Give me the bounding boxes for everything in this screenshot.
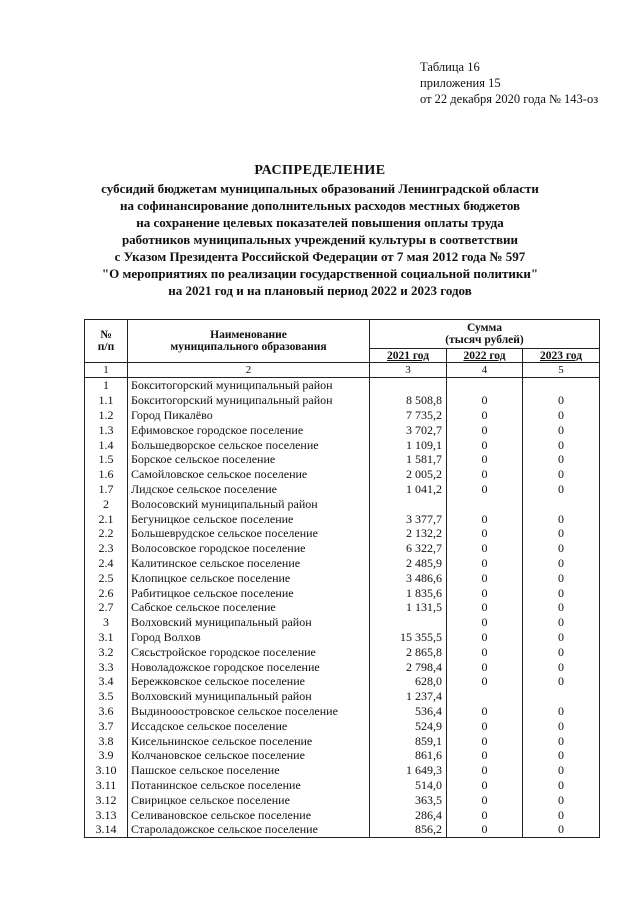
amount-2023 <box>523 378 600 393</box>
row-number: 2.4 <box>85 556 128 571</box>
municipality-name: Клопицкое сельское поселение <box>128 570 370 585</box>
row-number: 3.9 <box>85 748 128 763</box>
amount-2021: 363,5 <box>370 792 447 807</box>
row-number: 1.7 <box>85 482 128 497</box>
amount-2021: 6 322,7 <box>370 541 447 556</box>
municipality-name: Волосовский муниципальный район <box>128 496 370 511</box>
row-number: 3.8 <box>85 733 128 748</box>
amount-2021: 2 485,9 <box>370 556 447 571</box>
amount-2022: 0 <box>447 408 523 423</box>
amount-2021: 7 735,2 <box>370 408 447 423</box>
row-number: 2.6 <box>85 585 128 600</box>
row-number: 2.2 <box>85 526 128 541</box>
row-number: 3.3 <box>85 659 128 674</box>
row-number: 2.5 <box>85 570 128 585</box>
table-row <box>85 807 600 822</box>
table-row <box>85 378 600 393</box>
title-line: работников муниципальных учреждений культуры в соответствии <box>121 232 519 247</box>
amount-2023: 0 <box>523 437 600 452</box>
amount-2023: 0 <box>523 556 600 571</box>
municipality-name: Волховский муниципальный район <box>128 689 370 704</box>
table-row <box>85 585 600 600</box>
title-heading: РАСПРЕДЕЛЕНИЕ <box>254 163 386 178</box>
row-number: 3.1 <box>85 630 128 645</box>
table-row <box>85 659 600 674</box>
row-number: 1.4 <box>85 437 128 452</box>
amount-2021 <box>370 378 447 393</box>
amount-2023: 0 <box>523 422 600 437</box>
amount-2022: 0 <box>447 778 523 793</box>
row-number: 3.12 <box>85 792 128 807</box>
title-line: на 2021 год и на плановый период 2022 и 2023 годов <box>168 283 472 298</box>
table-row <box>85 615 600 630</box>
title-line: на сохранение целевых показателей повышения оплаты труда <box>136 215 504 230</box>
table-row <box>85 496 600 511</box>
table-reference-header <box>420 59 598 107</box>
municipality-name: Рабитицкое сельское поселение <box>128 585 370 600</box>
amount-2021 <box>370 496 447 511</box>
amount-2021: 8 508,8 <box>370 393 447 408</box>
municipality-name: Бокситогорский муниципальный район <box>128 378 370 393</box>
amount-2022: 0 <box>447 615 523 630</box>
amount-2021: 536,4 <box>370 704 447 719</box>
title-subtitle <box>0 180 640 299</box>
amount-2022: 0 <box>447 452 523 467</box>
amount-2023: 0 <box>523 674 600 689</box>
table-row <box>85 748 600 763</box>
table-row <box>85 704 600 719</box>
amount-2021: 2 798,4 <box>370 659 447 674</box>
amount-2022: 0 <box>447 792 523 807</box>
amount-2023: 0 <box>523 526 600 541</box>
table-row <box>85 718 600 733</box>
table-row <box>85 511 600 526</box>
amount-2023: 0 <box>523 452 600 467</box>
municipality-name: Лидское сельское поселение <box>128 482 370 497</box>
amount-2022: 0 <box>447 556 523 571</box>
municipality-name: Ефимовское городское поселение <box>128 422 370 437</box>
table-row <box>85 482 600 497</box>
amount-2022: 0 <box>447 763 523 778</box>
column-header-2021: 2021 год <box>370 349 447 363</box>
amount-2021: 2 005,2 <box>370 467 447 482</box>
table-row <box>85 689 600 704</box>
amount-2023: 0 <box>523 733 600 748</box>
table-row <box>85 452 600 467</box>
amount-2022: 0 <box>447 748 523 763</box>
municipality-name: Большеврудское сельское поселение <box>128 526 370 541</box>
amount-2021: 1 237,4 <box>370 689 447 704</box>
row-number: 3.4 <box>85 674 128 689</box>
table-row <box>85 437 600 452</box>
row-number: 3.13 <box>85 807 128 822</box>
table-row <box>85 792 600 807</box>
row-number: 1.3 <box>85 422 128 437</box>
title-line: на софинансирование дополнительных расходов местных бюджетов <box>119 198 521 213</box>
amount-2021: 286,4 <box>370 807 447 822</box>
amount-2023: 0 <box>523 615 600 630</box>
municipality-name: Волосовское городское поселение <box>128 541 370 556</box>
amount-2022: 0 <box>447 644 523 659</box>
amount-2023: 0 <box>523 718 600 733</box>
amount-2022: 0 <box>447 733 523 748</box>
amount-2022: 0 <box>447 674 523 689</box>
municipality-name: Новоладожское городское поселение <box>128 659 370 674</box>
amount-2022 <box>447 378 523 393</box>
municipality-name: Потанинское сельское поселение <box>128 778 370 793</box>
municipality-name: Бережковское сельское поселение <box>128 674 370 689</box>
municipality-name: Кисельнинское сельское поселение <box>128 733 370 748</box>
amount-2023: 0 <box>523 704 600 719</box>
row-number: 1.2 <box>85 408 128 423</box>
amount-2021: 15 355,5 <box>370 630 447 645</box>
title-line: субсидий бюджетам муниципальных образований Ленинградской области <box>101 181 539 196</box>
column-header-2023: 2023 год <box>523 349 600 363</box>
municipality-name: Староладожское сельское поселение <box>128 822 370 837</box>
index-cell: 5 <box>523 363 600 378</box>
amount-2023: 0 <box>523 659 600 674</box>
municipality-name: Сясьстройское городское поселение <box>128 644 370 659</box>
amount-2021: 3 486,6 <box>370 570 447 585</box>
amount-2023: 0 <box>523 644 600 659</box>
amount-2021: 856,2 <box>370 822 447 837</box>
table-row <box>85 763 600 778</box>
amount-2023: 0 <box>523 585 600 600</box>
table-row <box>85 822 600 837</box>
row-number: 2.3 <box>85 541 128 556</box>
index-cell: 1 <box>85 363 128 378</box>
amount-2021: 3 702,7 <box>370 422 447 437</box>
municipality-name: Самойловское сельское поселение <box>128 467 370 482</box>
row-number: 1.6 <box>85 467 128 482</box>
row-number: 1.1 <box>85 393 128 408</box>
amount-2021: 1 109,1 <box>370 437 447 452</box>
table-row <box>85 674 600 689</box>
amount-2022: 0 <box>447 630 523 645</box>
amount-2022: 0 <box>447 570 523 585</box>
amount-2022: 0 <box>447 422 523 437</box>
amount-2021: 1 131,5 <box>370 600 447 615</box>
amount-2023: 0 <box>523 763 600 778</box>
row-number: 3.11 <box>85 778 128 793</box>
municipality-name: Выдинооостровское сельское поселение <box>128 704 370 719</box>
amount-2023: 0 <box>523 541 600 556</box>
amount-2023: 0 <box>523 570 600 585</box>
municipality-name: Большедворское сельское поселение <box>128 437 370 452</box>
amount-2022: 0 <box>447 541 523 556</box>
amount-2023: 0 <box>523 778 600 793</box>
amount-2023 <box>523 689 600 704</box>
row-number: 3.10 <box>85 763 128 778</box>
table-number: Таблица 16 <box>420 60 480 74</box>
amount-2021: 514,0 <box>370 778 447 793</box>
amount-2021: 1 649,3 <box>370 763 447 778</box>
amount-2021: 628,0 <box>370 674 447 689</box>
municipality-name: Бокситогорский муниципальный район <box>128 393 370 408</box>
table-row <box>85 393 600 408</box>
amount-2023: 0 <box>523 467 600 482</box>
municipality-name: Калитинское сельское поселение <box>128 556 370 571</box>
column-header-name: Наименование муниципального образования <box>128 320 370 363</box>
amount-2022: 0 <box>447 467 523 482</box>
table-row <box>85 570 600 585</box>
table-row <box>85 422 600 437</box>
row-number: 3.5 <box>85 689 128 704</box>
amount-2022: 0 <box>447 659 523 674</box>
row-number: 3.14 <box>85 822 128 837</box>
table-row <box>85 467 600 482</box>
table-row <box>85 408 600 423</box>
amount-2023: 0 <box>523 600 600 615</box>
table-row <box>85 541 600 556</box>
municipality-name: Борское сельское поселение <box>128 452 370 467</box>
municipality-name: Колчановское сельское поселение <box>128 748 370 763</box>
row-number: 2.7 <box>85 600 128 615</box>
amount-2021: 2 132,2 <box>370 526 447 541</box>
table-row <box>85 630 600 645</box>
amount-2021: 2 865,8 <box>370 644 447 659</box>
row-number: 3.2 <box>85 644 128 659</box>
amount-2023 <box>523 496 600 511</box>
row-number: 2.1 <box>85 511 128 526</box>
amount-2022: 0 <box>447 511 523 526</box>
amount-2021: 1 835,6 <box>370 585 447 600</box>
amount-2022: 0 <box>447 807 523 822</box>
amount-2022: 0 <box>447 704 523 719</box>
amount-2021: 524,9 <box>370 718 447 733</box>
amount-2023: 0 <box>523 630 600 645</box>
row-number: 1 <box>85 378 128 393</box>
amount-2022: 0 <box>447 718 523 733</box>
amount-2021: 3 377,7 <box>370 511 447 526</box>
amount-2022 <box>447 496 523 511</box>
title-line: с Указом Президента Российской Федерации от 7 мая 2012 года № 597 <box>114 249 526 264</box>
amount-2023: 0 <box>523 792 600 807</box>
distribution-table <box>84 319 600 838</box>
amount-2022: 0 <box>447 482 523 497</box>
municipality-name: Пашское сельское поселение <box>128 763 370 778</box>
row-number: 3.7 <box>85 718 128 733</box>
law-date: от 22 декабря 2020 года № 143-оз <box>420 92 599 106</box>
amount-2023: 0 <box>523 408 600 423</box>
amount-2023: 0 <box>523 807 600 822</box>
amount-2022: 0 <box>447 600 523 615</box>
amount-2023: 0 <box>523 822 600 837</box>
municipality-name: Город Волхов <box>128 630 370 645</box>
column-index-row <box>85 363 600 378</box>
municipality-name: Свирицкое сельское поселение <box>128 792 370 807</box>
municipality-name: Селивановское сельское поселение <box>128 807 370 822</box>
municipality-name: Волховский муниципальный район <box>128 615 370 630</box>
title-line: "О мероприятиях по реализации государственной социальной политики" <box>101 266 539 281</box>
column-header-2022: 2022 год <box>447 349 523 363</box>
municipality-name: Бегуницкое сельское поселение <box>128 511 370 526</box>
amount-2022: 0 <box>447 437 523 452</box>
document-title <box>0 162 640 299</box>
municipality-name: Иссадское сельское поселение <box>128 718 370 733</box>
table-row <box>85 778 600 793</box>
amount-2023: 0 <box>523 482 600 497</box>
amount-2022: 0 <box>447 393 523 408</box>
amount-2021: 859,1 <box>370 733 447 748</box>
appendix-number: приложения 15 <box>420 76 501 90</box>
table-row <box>85 644 600 659</box>
municipality-name: Сабское сельское поселение <box>128 600 370 615</box>
municipality-name: Город Пикалёво <box>128 408 370 423</box>
table-row <box>85 526 600 541</box>
row-number: 3 <box>85 615 128 630</box>
column-header-sum: Сумма (тысяч рублей) <box>370 320 600 349</box>
row-number: 2 <box>85 496 128 511</box>
amount-2021: 1 041,2 <box>370 482 447 497</box>
index-cell: 4 <box>447 363 523 378</box>
amount-2023: 0 <box>523 748 600 763</box>
row-number: 1.5 <box>85 452 128 467</box>
amount-2022: 0 <box>447 822 523 837</box>
amount-2022 <box>447 689 523 704</box>
index-cell: 3 <box>370 363 447 378</box>
row-number: 3.6 <box>85 704 128 719</box>
table-row <box>85 556 600 571</box>
table-row <box>85 733 600 748</box>
amount-2021: 861,6 <box>370 748 447 763</box>
amount-2021: 1 581,7 <box>370 452 447 467</box>
amount-2023: 0 <box>523 393 600 408</box>
amount-2021 <box>370 615 447 630</box>
index-cell: 2 <box>128 363 370 378</box>
amount-2022: 0 <box>447 526 523 541</box>
amount-2023: 0 <box>523 511 600 526</box>
amount-2022: 0 <box>447 585 523 600</box>
table-row <box>85 600 600 615</box>
column-header-number: № п/п <box>85 320 128 363</box>
